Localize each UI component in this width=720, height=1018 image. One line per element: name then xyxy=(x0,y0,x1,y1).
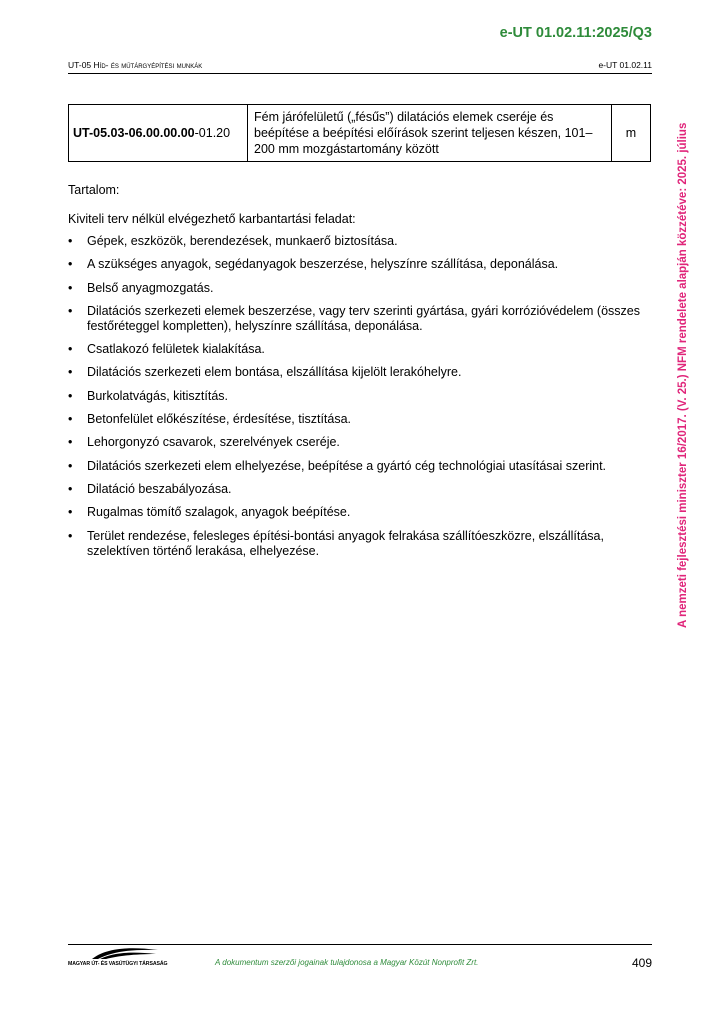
list-item: • Gépek, eszközök, berendezések, munkaerő biztosítása. xyxy=(68,234,652,249)
item-code-suffix: -01.20 xyxy=(194,126,231,140)
list-item: • Terület rendezése, felesleges építési-bontási anyagok felrakása szállítóeszközre, elszállítása, szelektíven történő lerakása, elhelyezése. xyxy=(68,529,652,559)
list-item: • Dilatációs szerkezeti elem bontása, elszállítása kijelölt lerakóhelyre. xyxy=(68,365,652,380)
list-item: • Csatlakozó felületek kialakítása. xyxy=(68,342,652,357)
task-list xyxy=(68,234,652,559)
content-intro: Kiviteli terv nélkül elvégezhető karbantartási feladat: xyxy=(68,212,356,226)
document-code: e-UT 01.02.11:2025/Q3 xyxy=(499,25,652,41)
list-item: • Dilatáció beszabályozása. xyxy=(68,482,652,497)
section-title-rest: íd- és műtárgyépítési munkák xyxy=(99,60,203,70)
list-item: • Lehorgonyzó csavarok, szerelvények cseréje. xyxy=(68,435,652,450)
list-item: • Rugalmas tömítő szalagok, anyagok beépítése. xyxy=(68,505,652,520)
society-logo xyxy=(68,946,168,972)
copyright-notice: A dokumentum szerzői jogainak tulajdonosa a Magyar Közút Nonprofit Zrt. xyxy=(215,958,479,967)
section-title xyxy=(68,60,202,70)
item-code-main: UT-05.03-06.00.00.00 xyxy=(73,126,195,140)
running-header xyxy=(68,60,652,74)
content-heading: Tartalom: xyxy=(68,183,120,197)
item-table xyxy=(68,104,651,162)
footer-divider xyxy=(68,944,652,945)
item-code xyxy=(69,105,248,162)
publication-note: A nemzeti fejlesztési miniszter 16/2017. (V. 25.) NFM rendelete alapján közzétéve: 2025. július xyxy=(677,122,689,628)
list-item: • Betonfelület előkészítése, érdesítése, tisztítása. xyxy=(68,412,652,427)
list-item: • A szükséges anyagok, segédanyagok beszerzése, helyszínre szállítása, deponálása. xyxy=(68,257,652,272)
logo-text: MAGYAR ÚT- ÉS VASÚTÜGYI TÁRSASÁG xyxy=(68,961,168,967)
item-description: Fém járófelületű („fésűs”) dilatációs elemek cseréje és beépítése a beépítési előírások szerint teljesen készen, 101–200 mm mozgástartomány között xyxy=(248,105,612,162)
list-item: • Belső anyagmozgatás. xyxy=(68,281,652,296)
page-number: 409 xyxy=(631,956,652,970)
content-section xyxy=(68,182,652,567)
section-title-start: UT-05 H xyxy=(68,60,100,70)
item-unit: m xyxy=(612,105,651,162)
list-item: • Dilatációs szerkezeti elem elhelyezése, beépítése a gyártó cég technológiai utasításai szerint. xyxy=(68,459,652,474)
list-item: • Burkolatvágás, kitisztítás. xyxy=(68,389,652,404)
list-item: • Dilatációs szerkezeti elemek beszerzése, vagy terv szerinti gyártása, gyári korrózióvédelem (összes festőréteggel kompletten), helyszínre szállítása, deponálása. xyxy=(68,304,652,334)
road-swoosh-icon xyxy=(90,946,160,960)
table-row xyxy=(69,105,651,162)
standard-id: e-UT 01.02.11 xyxy=(598,60,652,70)
